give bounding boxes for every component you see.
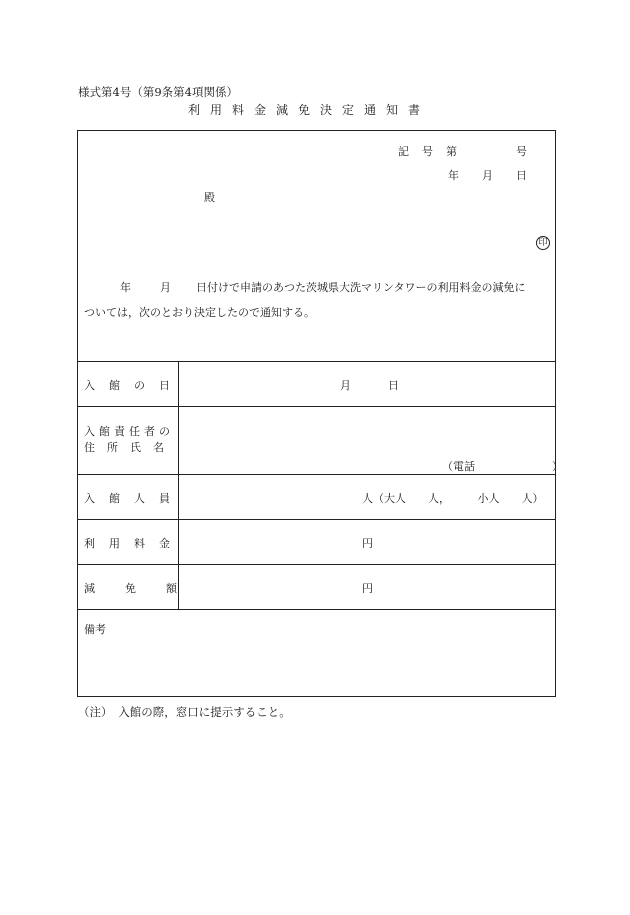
notice-form-frame (77, 130, 563, 697)
addressee-suffix: 殿 (204, 191, 215, 204)
record-number-suffix: 号 (516, 145, 527, 158)
responsible-label-line2: 住所氏名 (84, 441, 176, 454)
divider (78, 519, 555, 520)
label-column-divider (178, 361, 179, 609)
visit-date-label: 入館の日 (84, 379, 184, 392)
divider (78, 564, 555, 565)
reduction-label: 減免額 (84, 582, 207, 595)
responsible-label-line1: 入館責任者の (84, 425, 174, 438)
body-month: 月 (160, 281, 171, 294)
document-title: 利用料金減免決定通知書 (188, 103, 431, 117)
issue-month: 月 (482, 169, 493, 182)
seal-mark: 印 (536, 236, 550, 250)
divider (78, 406, 555, 407)
visitors-label: 入館人員 (84, 492, 184, 505)
body-line2: ついては，次のとおり決定したので通知する。 (84, 306, 315, 319)
fee-label: 利用料金 (84, 537, 184, 550)
body-line1: 日付けで申請のあつた茨城県大洗マリンタワーの利用料金の減免に (196, 281, 526, 294)
remarks-label: 備考 (84, 623, 106, 636)
visitors-value: 人（大人 人， 小人 人） (362, 492, 544, 505)
divider (78, 361, 555, 362)
record-dai: 第 (446, 145, 457, 158)
visit-date-month: 月 (340, 379, 351, 392)
issue-year: 年 (448, 169, 459, 182)
footnote: （注） 入館の際，窓口に提示すること。 (78, 705, 291, 719)
reduction-unit: 円 (362, 582, 373, 595)
body-year: 年 (120, 281, 131, 294)
record-ki: 記 (398, 145, 409, 158)
issue-day: 日 (516, 169, 527, 182)
divider (78, 609, 555, 610)
divider (78, 474, 555, 475)
record-go: 号 (422, 145, 433, 158)
fee-unit: 円 (362, 537, 373, 550)
visit-date-day: 日 (388, 379, 399, 392)
form-number-label: 様式第4号（第9条第4項関係） (78, 85, 238, 99)
responsible-phone: （電話 ） (442, 460, 563, 473)
